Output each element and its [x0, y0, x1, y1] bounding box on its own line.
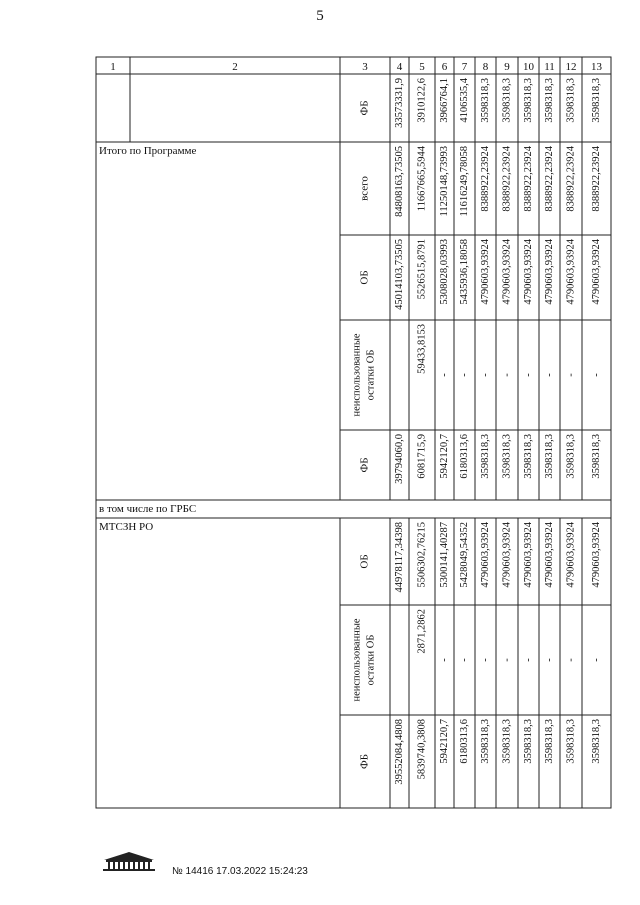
table-cell: 4790603,93924	[543, 522, 555, 588]
table-cell: 3598318,3	[543, 78, 555, 123]
subcol-header: остатки ОБ	[365, 349, 377, 401]
table-cell: 3598318,3	[590, 434, 602, 479]
table-cell: 5435936,18058	[458, 239, 470, 305]
table-cell: 8388922,23924	[543, 146, 555, 212]
table-cell: 6081715,9	[416, 434, 428, 479]
table-cell: 4790603,93924	[565, 239, 577, 305]
table-cell: -	[501, 658, 513, 662]
table-cell: 84808163,73505	[393, 146, 405, 217]
subcol-header: ФБ	[358, 457, 371, 473]
table-cell: 8388922,23924	[590, 146, 602, 212]
table-cell: -	[522, 373, 534, 377]
row-label: в том числе по ГРБС	[99, 503, 197, 515]
subcol-header: ОБ	[358, 270, 371, 285]
column-number: 8	[482, 61, 489, 73]
subcol-header: остатки ОБ	[365, 634, 377, 686]
table-cell: 44978117,34398	[393, 522, 405, 593]
table-cell: 3598318,3	[501, 434, 513, 479]
table-cell: 8388922,23924	[501, 146, 513, 212]
table-cell: 8388922,23924	[565, 146, 577, 212]
table-cell: 39794060,0	[393, 434, 405, 484]
table-cell: 45014103,73505	[393, 239, 405, 310]
table-cell: 6180313,6	[458, 434, 470, 479]
column-number: 10	[523, 61, 534, 73]
table-cell: -	[479, 658, 491, 662]
column-number: 3	[362, 61, 368, 73]
registration-stamp	[172, 866, 308, 877]
table-cell: 5839740,3808	[416, 719, 428, 780]
table-cell: 3598318,3	[590, 719, 602, 764]
column-number: 9	[504, 61, 510, 73]
table-cell: 3598318,3	[501, 78, 513, 123]
table-cell: 3598318,3	[522, 78, 534, 123]
table-cell: 5506302,76215	[416, 522, 428, 588]
column-number: 7	[461, 61, 468, 73]
table-cell: 3598318,3	[501, 719, 513, 764]
table-cell: 8388922,23924	[522, 146, 534, 212]
table-cell: 3598318,3	[479, 719, 491, 764]
column-number: 1	[110, 61, 116, 73]
column-number: 12	[565, 61, 577, 73]
table-cell: 3598318,3	[479, 434, 491, 479]
table-cell: 3598318,3	[543, 434, 555, 479]
table-cell: 3598318,3	[565, 78, 577, 123]
table-cell: 11616249,78058	[458, 146, 470, 217]
table-cell: 5428049,54352	[458, 522, 470, 588]
table-cell: 3598318,3	[522, 434, 534, 479]
table-cell: 11250148,73993	[438, 146, 450, 217]
table-cell: -	[590, 373, 602, 377]
table-cell: 39552084,4808	[393, 719, 405, 785]
table-cell: 4790603,93924	[501, 239, 513, 305]
column-number: 5	[419, 61, 425, 73]
column-number: 6	[441, 61, 448, 73]
table-cell: -	[438, 373, 450, 377]
table-cell: 3598318,3	[565, 434, 577, 479]
table-cell: 3598318,3	[590, 78, 602, 123]
row-label: МТСЗН РО	[99, 521, 154, 533]
table-cell: 5942120,7	[438, 719, 450, 764]
registration-text: 14416 17.03.2022 15:24:23	[185, 866, 308, 877]
subcol-header: ФБ	[358, 753, 371, 770]
table-cell: 3598318,3	[543, 719, 555, 764]
table-cell: 59433,8153	[416, 324, 428, 374]
table-cell: 2871,2862	[416, 609, 428, 654]
table-cell: 5942120,7	[438, 434, 450, 479]
table-cell: -	[458, 658, 470, 662]
table-cell: -	[438, 658, 450, 662]
table-cell: 4790603,93924	[590, 239, 602, 305]
table-cell: 11667665,5944	[416, 146, 428, 212]
table-cell: 3598318,3	[479, 78, 491, 123]
subcol-header: неиспользованные	[351, 618, 363, 702]
table-cell: 4790603,93924	[543, 239, 555, 305]
table-cell: 3598318,3	[522, 719, 534, 764]
table-cell: -	[458, 373, 470, 377]
table-cell: 4790603,93924	[565, 522, 577, 588]
table-cell: -	[522, 658, 534, 662]
column-number: 11	[544, 61, 555, 73]
table-cell: 4790603,93924	[522, 522, 534, 588]
page-number: 5	[316, 8, 324, 24]
table-cell: -	[479, 373, 491, 377]
table-cell: 33573331,9	[393, 78, 405, 128]
row-label: Итого по Программе	[99, 145, 197, 157]
table-cell: -	[590, 658, 602, 662]
column-number: 4	[396, 61, 403, 73]
subcol-header: ФБ	[358, 100, 371, 116]
table-cell: 3598318,3	[565, 719, 577, 764]
table-cell: 4790603,93924	[479, 522, 491, 588]
table-cell: 8388922,23924	[479, 146, 491, 212]
table-cell: -	[565, 658, 577, 662]
subcol-header: ОБ	[358, 554, 371, 569]
column-number: 13	[591, 61, 602, 73]
table-cell: 3910122,6	[416, 78, 428, 123]
table-cell: 3966764,1	[438, 78, 450, 123]
table-cell: -	[565, 373, 577, 377]
table-cell: 4790603,93924	[590, 522, 602, 588]
table-cell: 5300141,40287	[438, 522, 450, 588]
table-cell: 6180313,6	[458, 719, 470, 764]
subcol-header: всего	[358, 176, 371, 201]
subcol-header: неиспользованные	[351, 333, 363, 417]
table-cell: -	[543, 373, 555, 377]
column-number: 2	[232, 61, 238, 73]
table-cell: 5526515,8791	[416, 239, 428, 300]
table-cell: 4106535,4	[458, 78, 470, 123]
government-building-logo	[100, 848, 158, 874]
table-cell: -	[543, 658, 555, 662]
number-symbol: №	[172, 866, 183, 877]
table-cell: 4790603,93924	[479, 239, 491, 305]
table-cell: -	[501, 373, 513, 377]
table-cell: 4790603,93924	[501, 522, 513, 588]
table-cell: 4790603,93924	[522, 239, 534, 305]
table-cell: 5308028,03993	[438, 239, 450, 305]
